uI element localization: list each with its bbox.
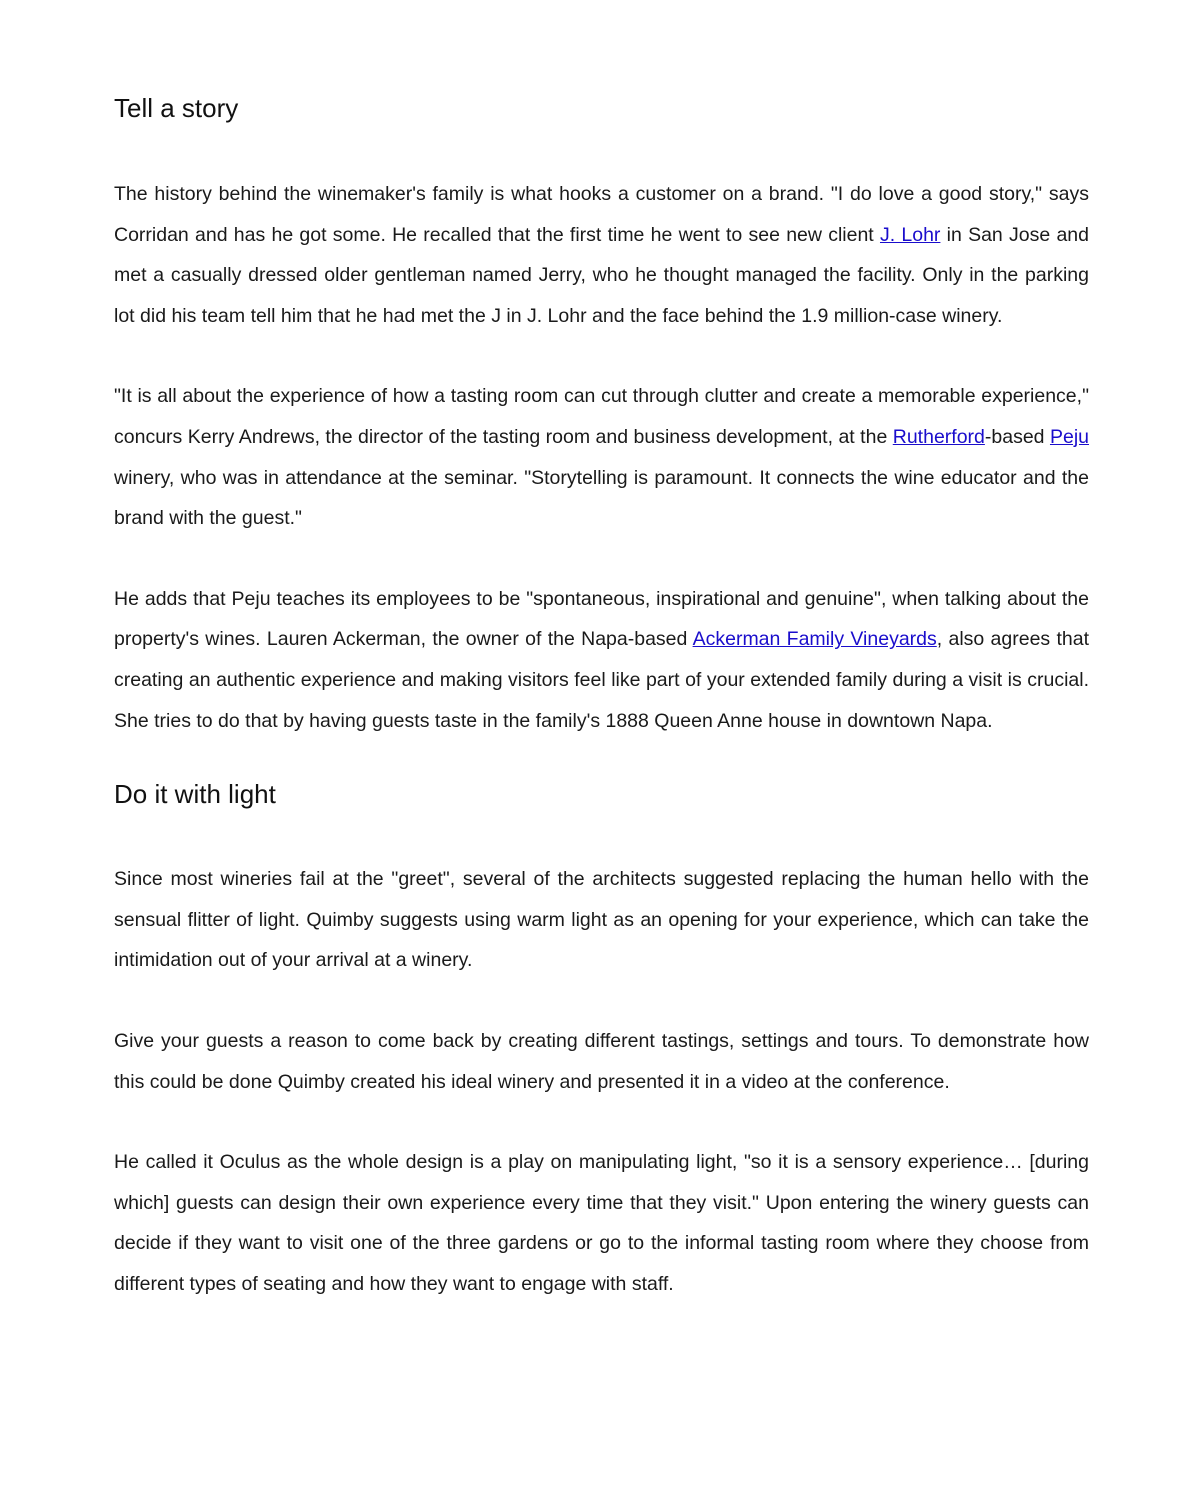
paragraph-text: Give your guests a reason to come back by creating different tastings, settings and tours. To demonstrate how this could be done Quimby created his ideal winery and presented it in a video at the conference. bbox=[114, 1029, 1089, 1093]
paragraph bbox=[114, 174, 1089, 336]
paragraph bbox=[114, 859, 1089, 981]
paragraph-text: winery, who was in attendance at the seminar. "Storytelling is paramount. It connects the wine educator and the brand with the guest." bbox=[114, 466, 1089, 530]
paragraph bbox=[114, 376, 1089, 538]
paragraph bbox=[114, 1021, 1089, 1102]
link-j-lohr[interactable]: J. Lohr bbox=[879, 223, 941, 246]
paragraph bbox=[114, 579, 1089, 741]
paragraph-text: The history behind the winemaker's family is what hooks a customer on a brand. "I do love a good story," says Corridan and has he got some. He recalled that the first time he went to see new client bbox=[114, 183, 1089, 246]
paragraph-text: in San Jose and met a casually dressed older gentleman named Jerry, who he thought managed the facility. Only in the parking lot did his team tell him that he had met the J in J. Lohr and the face behind the 1.9 million-case winery. bbox=[114, 223, 1089, 327]
paragraph bbox=[114, 1142, 1089, 1304]
paragraph-text: -based bbox=[984, 425, 1050, 448]
paragraph-text: , also agrees that creating an authentic experience and making visitors feel like part of your extended family during a visit is crucial. She tries to do that by having guests taste in the family's 1888 Queen Anne house in downtown Napa. bbox=[114, 628, 1090, 732]
section-heading-do-it-with-light: Do it with light bbox=[114, 779, 276, 810]
link-peju[interactable]: Peju bbox=[1049, 425, 1089, 448]
link-rutherford[interactable]: Rutherford bbox=[892, 425, 985, 448]
section-heading-tell-a-story: Tell a story bbox=[114, 93, 239, 123]
paragraph-text: Since most wineries fail at the "greet", several of the architects suggested replacing the human hello with the sensual flitter of light. Quimby suggests using warm light as an opening for your experience, which can take the intimidation out of your arrival at a winery. bbox=[114, 868, 1089, 972]
link-ackerman-family-vineyards[interactable]: Ackerman Family Vineyards bbox=[692, 628, 937, 651]
paragraph-text: "It is all about the experience of how a tasting room can cut through clutter and create a memorable experience," concurs Kerry Andrews, the director of the tasting room and business development, at the bbox=[114, 385, 1089, 448]
paragraph-text: He called it Oculus as the whole design is a play on manipulating light, "so it is a sensory experience… [during which] guests can design their own experience every time that they visit." Upon entering the winery guests can decide if they want to visit one of the three gardens or go to the informal tasting room where they choose from different types of seating and how they want to engage with staff. bbox=[114, 1151, 1089, 1295]
paragraph-text: He adds that Peju teaches its employees to be "spontaneous, inspirational and genuine", when talking about the property's wines. Lauren Ackerman, the owner of the Napa-based bbox=[114, 587, 1089, 651]
